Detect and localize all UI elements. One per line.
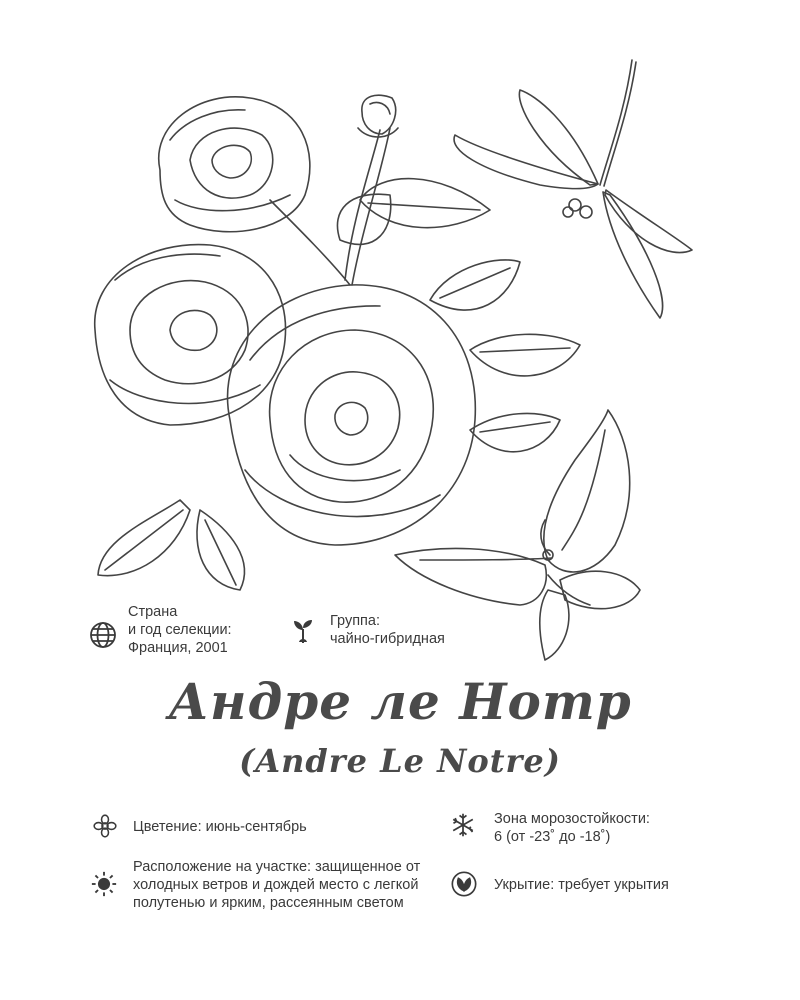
rose-leaves [98, 179, 580, 590]
rose-small-top [159, 97, 310, 232]
bloom-text: Цветение: июнь-сентябрь [133, 819, 307, 835]
group-info [330, 612, 445, 648]
country-year-info [128, 603, 232, 657]
country-label-2: и год селекции: [128, 622, 232, 638]
cover-text: Укрытие: требует укрытия [494, 877, 669, 893]
group-value: чайно-гибридная [330, 631, 445, 647]
frost-label: Зона морозостойкости: [494, 811, 650, 827]
location-info [133, 858, 420, 912]
rose-middle-left [95, 245, 286, 425]
rose-bud [358, 95, 398, 137]
snowflake-icon [450, 812, 476, 838]
sun-icon [90, 870, 118, 898]
location-line-1: Расположение на участке: защищенное от [133, 859, 421, 875]
frost-info [494, 810, 650, 846]
cover-info [494, 876, 669, 894]
rose-title-ru: Андре ле Нотр [168, 672, 632, 731]
globe-icon [88, 620, 118, 650]
frost-value: 6 (от -23˚ до -18˚) [494, 829, 611, 845]
rose-large [228, 285, 476, 545]
group-label: Группа: [330, 613, 380, 629]
rose-stems [270, 128, 390, 285]
location-line-3: полутенью и ярким, рассеянным светом [133, 895, 404, 911]
country-value: Франция, 2001 [128, 640, 228, 656]
country-label: Страна [128, 604, 178, 620]
flower-icon [92, 813, 118, 839]
bloom-info [133, 818, 307, 836]
sprout-icon [288, 615, 318, 645]
rose-title-en: (Andre Le Notre) [239, 742, 561, 780]
leaf-circle-icon [450, 870, 478, 898]
dragonfly [454, 60, 692, 318]
location-line-2: холодных ветров и дождей место с легкой [133, 877, 419, 893]
